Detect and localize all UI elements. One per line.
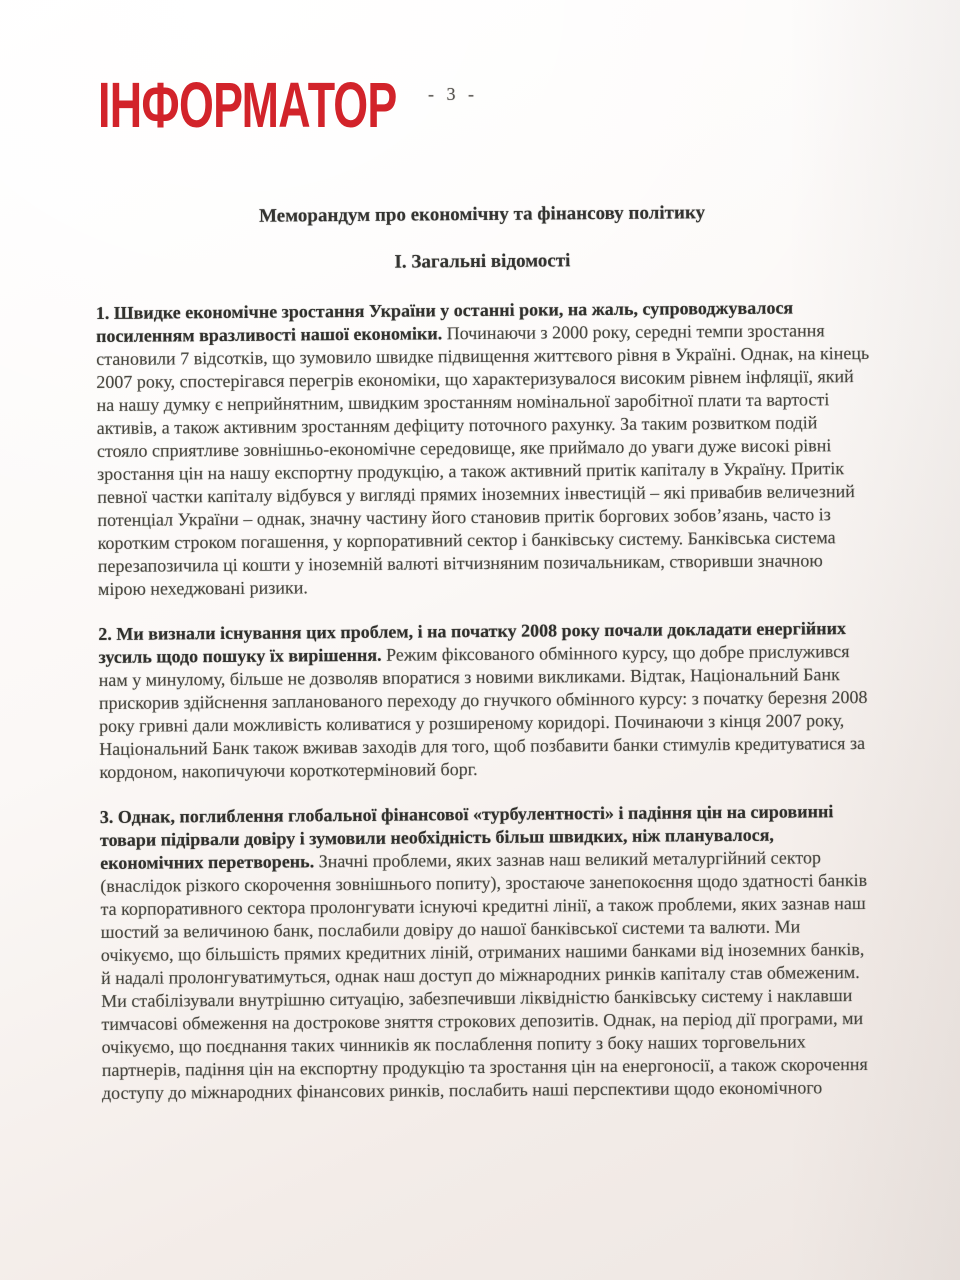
- paragraph-3-text: Значні проблеми, яких зазнав наш великий металургійний сектор (внаслідок різкого скорочення зовнішнього попиту), зростаюче занепокоєння щодо здатності банків та корпоративного сектора пролонгувати існуючі кредитні лінії, а також проблеми, яких зазнав наш шостий за величиною банк, послабили довіру до нашої банківської системи та валюти. Ми очікуємо, що більшість прямих кредитних ліній, отриманих нашими банками від іноземних банків, й надалі пролонгуватимуться, однак наш доступ до міжнародних ринків капіталу став обмеженим. Ми стабілізували внутрішню ситуацію, забезпечивши ліквідністю банківську систему і наклавши тимчасові обмеження на дострокове зняття строкових депозитів. Однак, на період дії програми, ми очікуємо, що поєднання таких чинників як послаблення попиту з боку наших торговельних партнерів, падіння цін на експортну продукцію та зростання цін на енергоносії, а також скорочення доступу до міжнародних фінансових ринків, послабить наші перспективи щодо економічного: [100, 847, 868, 1103]
- section-heading: І. Загальні відомості: [394, 250, 571, 273]
- paragraph-1: [96, 296, 872, 601]
- paragraph-1-text: Починаючи з 2000 року, середні темпи зростання становили 7 відсотків, що зумовило швидке підвищення життєвого рівня в Україні. Однак, на кінець 2007 року, спостерігався перегрів економіки, що характеризувалося високим рівнем інфляції, який на нашу думку є неприйнятним, швидким зростанням номінальної заробітної плати та вартості активів, а також активним зростанням дефіциту поточного рахунку. За таким розвитком подій стояло сприятливе зовнішньо-економічне середовище, яке приймало до уваги дуже високі рівні зростання цін на нашу експортну продукцію, а також активний притік капіталу в Україну. Притік певної частки капіталу відбувся у вигляді прямих іноземних інвестицій – які привабив величезний потенціал України – однак, значну частину його становив притік боргових зобов’язань, часто із коротким строком погашення, у корпоративний сектор і банківську систему. Банківська система перезапозичила ці кошти у іноземній валюті вітчизняним позичальникам, створивши значною мірою нехеджовані ризики.: [96, 320, 870, 599]
- paragraph-3-lead: 3. Однак, поглиблення глобальної фінансової «турбулентності» і падіння цін на сировинні товари підірвали довіру і зумовили необхідність більш швидких, ніж планувалося, економічних перетворень.: [99, 801, 834, 873]
- document-title: Меморандум про економічну та фінансову політику: [258, 202, 706, 227]
- paragraph-2-text: Режим фіксованого обмінного курсу, що добре прислужився нам у минулому, більше не дозволяв впоратися з новими викликами. Відтак, Національний Банк прискорив здійснення запланованого переходу до гнучкого обмінного курсу: з початку березня 2008 року гривні дали можливість коливатися у розширеному коридорі. Починаючи з кінця 2007 року, Національний Банк також вживав заходів для того, щоб позбавити банки стимулів кредитуватися за кордоном, накопичуючи короткотерміновий борг.: [98, 641, 868, 782]
- paragraph-2-lead: 2. Ми визнали існування цих проблем, і на початку 2008 року почали докладати енергійних зусиль щодо пошуку їх вирішення.: [98, 618, 847, 667]
- paragraph-2: [98, 617, 873, 784]
- document-content: [95, 200, 876, 1127]
- informator-logo-text: ІНФОРМАТОР: [98, 69, 397, 141]
- paragraph-1-lead: 1. Швидке економічне зростання України у останні роки, на жаль, супроводжувалося посиленням вразливості нашої економіки.: [95, 297, 794, 346]
- paragraph-3: [100, 800, 876, 1105]
- page-number: - 3 -: [428, 84, 478, 104]
